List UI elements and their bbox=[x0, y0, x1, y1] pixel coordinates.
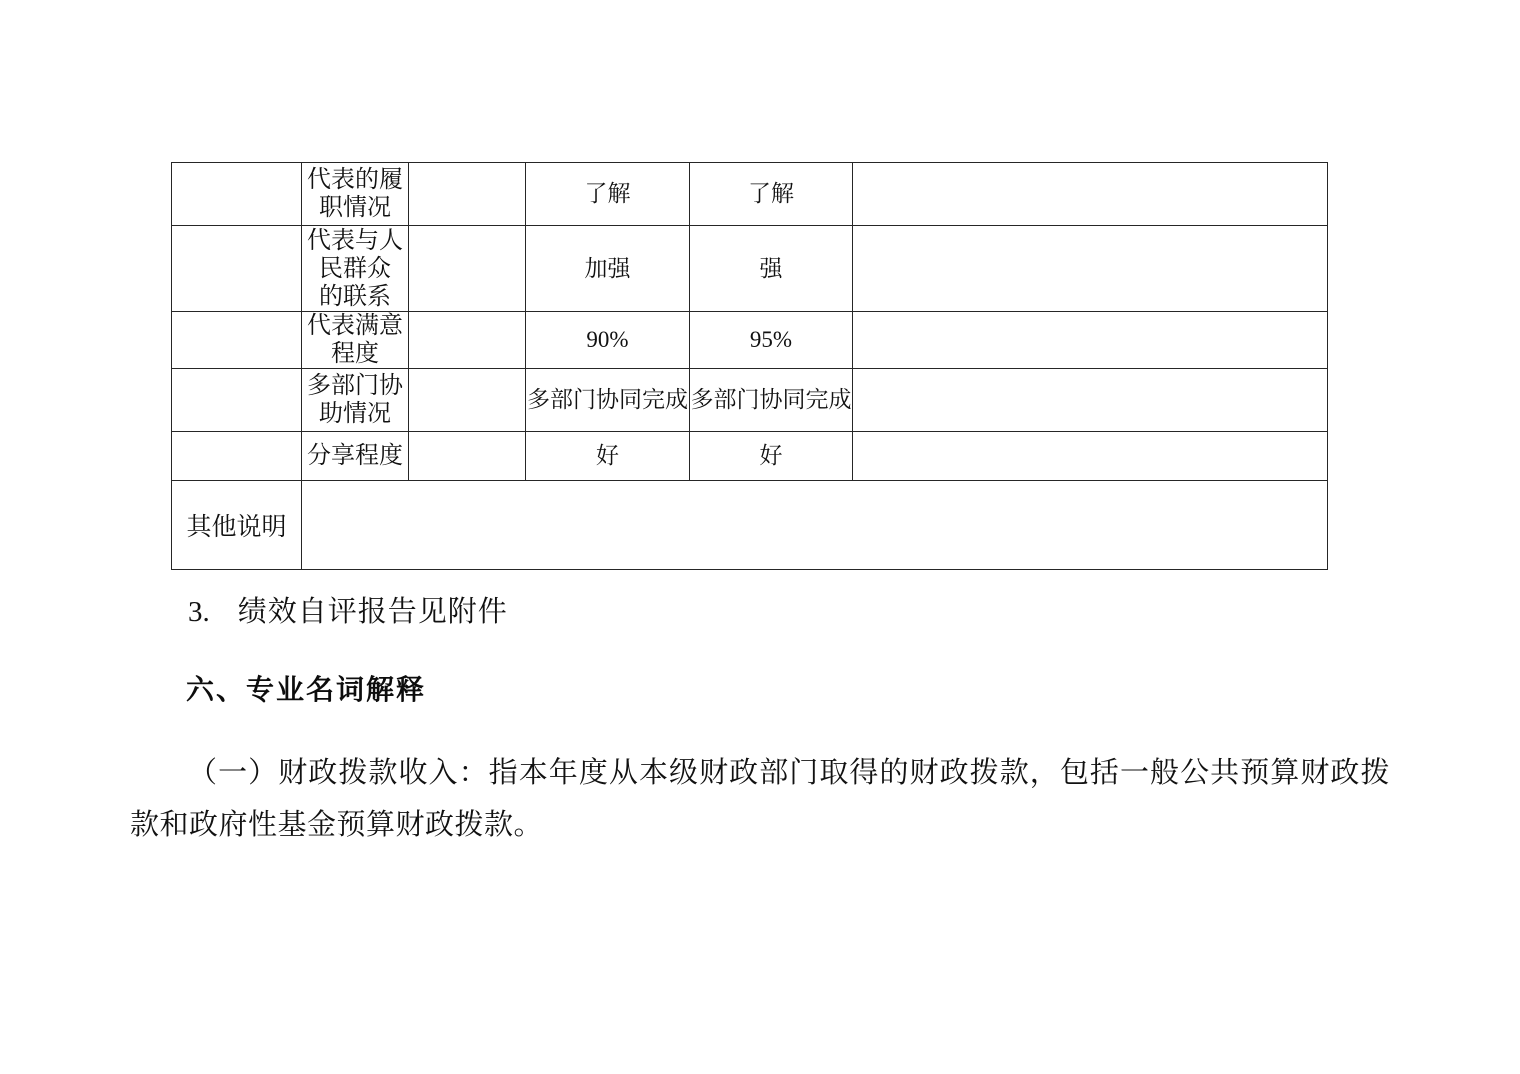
actual-value-cell: 强 bbox=[690, 226, 853, 312]
actual-value-cell: 好 bbox=[690, 432, 853, 481]
table-row bbox=[172, 369, 1328, 432]
other-notes-label-cell: 其他说明 bbox=[172, 481, 302, 570]
empty-cell bbox=[172, 226, 302, 312]
empty-cell bbox=[409, 369, 526, 432]
empty-cell bbox=[853, 312, 1328, 369]
table-row bbox=[172, 432, 1328, 481]
other-notes-content-cell bbox=[302, 481, 1328, 570]
empty-cell bbox=[853, 163, 1328, 226]
table-row-other-notes bbox=[172, 481, 1328, 570]
empty-cell bbox=[409, 226, 526, 312]
item-number: 3. bbox=[188, 596, 210, 628]
empty-cell bbox=[409, 163, 526, 226]
empty-cell bbox=[853, 226, 1328, 312]
item-text: 绩效自评报告见附件 bbox=[237, 596, 508, 628]
empty-cell bbox=[172, 312, 302, 369]
empty-cell bbox=[853, 432, 1328, 481]
definition-paragraph: （一）财政拨款收入：指本年度从本级财政部门取得的财政拨款，包括一般公共预算财政拨款和政府性基金预算财政拨款。 bbox=[130, 757, 1390, 841]
empty-cell bbox=[409, 432, 526, 481]
target-value-cell: 90% bbox=[526, 312, 690, 369]
target-value-cell: 加强 bbox=[526, 226, 690, 312]
table-row bbox=[172, 312, 1328, 369]
indicator-name-cell: 分享程度 bbox=[302, 432, 409, 481]
empty-cell bbox=[172, 369, 302, 432]
target-value-cell: 好 bbox=[526, 432, 690, 481]
table-row bbox=[172, 226, 1328, 312]
empty-cell bbox=[172, 163, 302, 226]
numbered-list-item bbox=[188, 595, 508, 629]
target-value-cell: 了解 bbox=[526, 163, 690, 226]
indicator-name-cell: 代表的履职情况 bbox=[302, 163, 409, 226]
table-row bbox=[172, 163, 1328, 226]
empty-cell bbox=[853, 369, 1328, 432]
indicator-name-cell: 多部门协助情况 bbox=[302, 369, 409, 432]
empty-cell bbox=[172, 432, 302, 481]
performance-self-evaluation-table bbox=[171, 162, 1328, 570]
indicator-name-cell: 代表满意程度 bbox=[302, 312, 409, 369]
empty-cell bbox=[409, 312, 526, 369]
actual-value-cell: 95% bbox=[690, 312, 853, 369]
actual-value-cell: 了解 bbox=[690, 163, 853, 226]
indicator-name-cell: 代表与人民群众 的联系 bbox=[302, 226, 409, 312]
target-value-cell: 多部门协同完成 bbox=[526, 369, 690, 432]
actual-value-cell: 多部门协同完成 bbox=[690, 369, 853, 432]
section-heading: 六、专业名词解释 bbox=[186, 674, 427, 705]
